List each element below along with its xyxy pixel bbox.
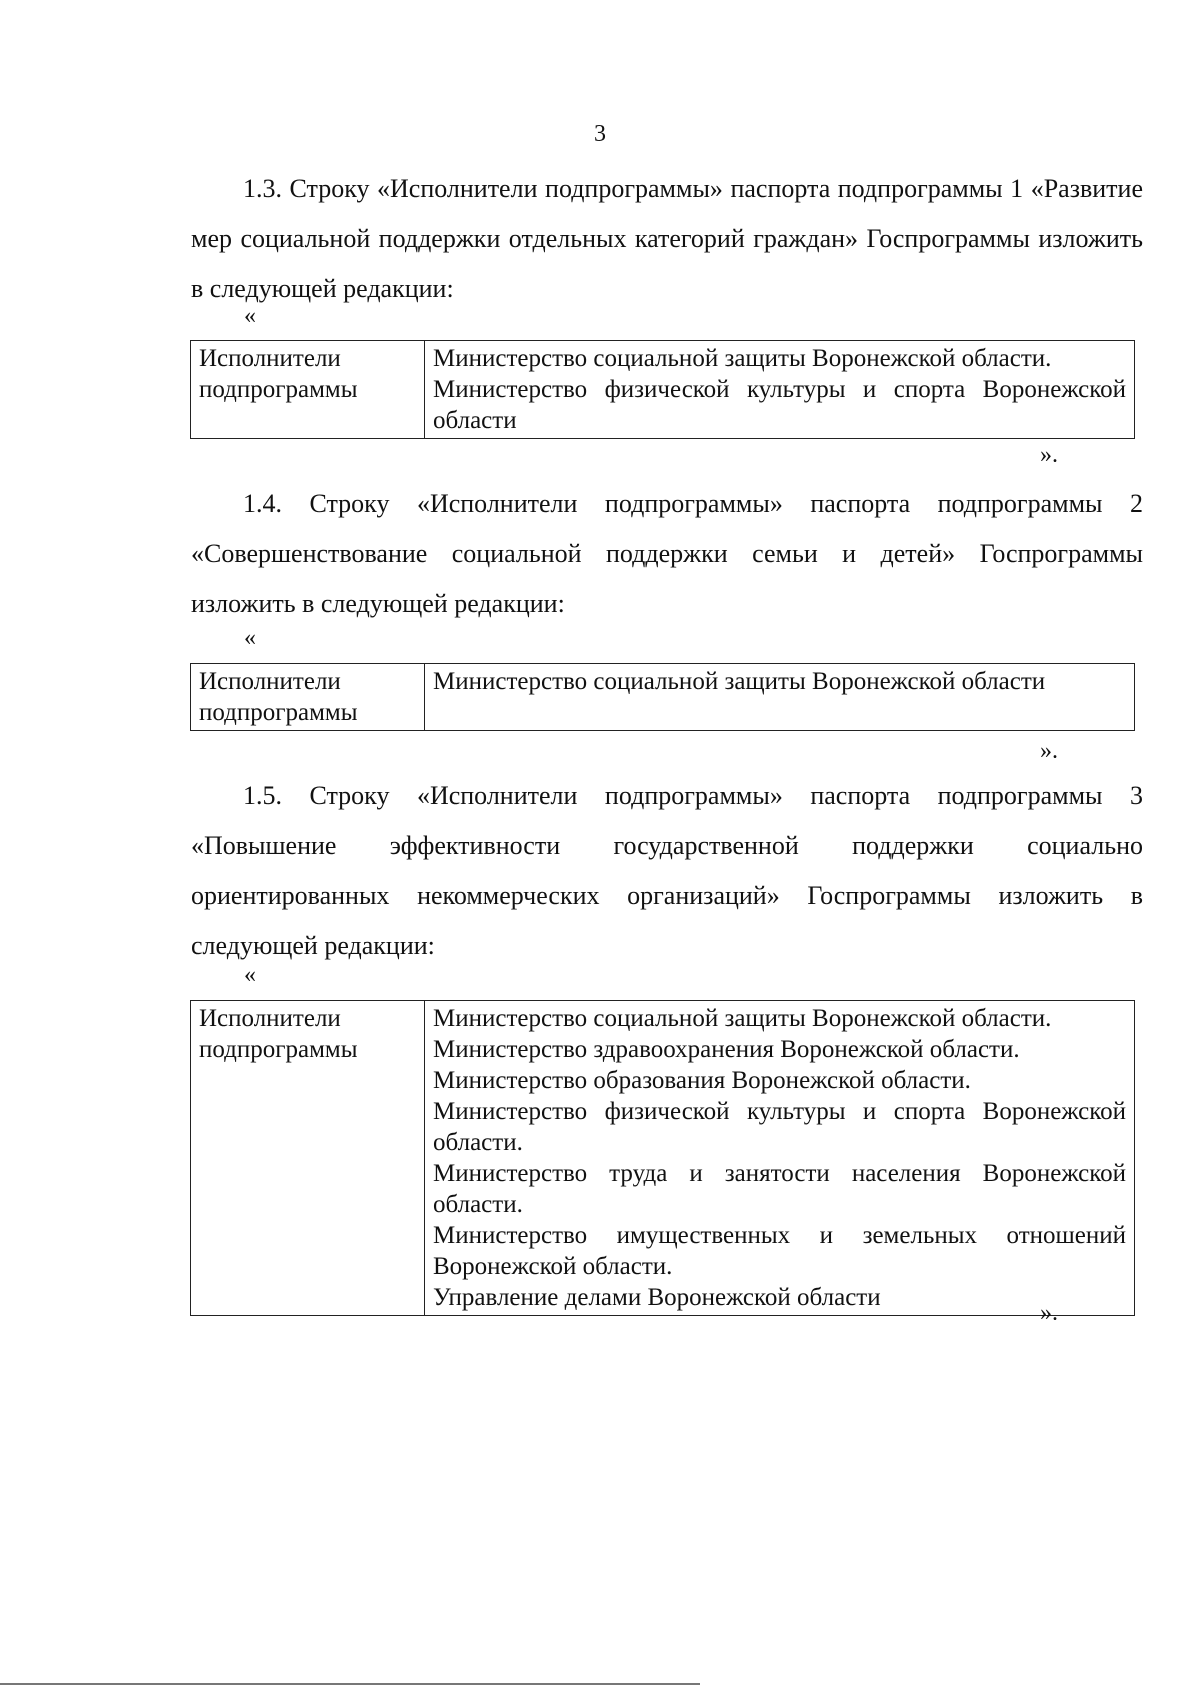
executor-item: Министерство образования Воронежской области. bbox=[433, 1067, 971, 1094]
close-quote: ». bbox=[1040, 1300, 1058, 1326]
executor-item: Управление делами Воронежской области bbox=[433, 1284, 881, 1311]
table-row bbox=[191, 664, 1135, 731]
paragraph-1-3: 1.3. Строку «Исполнители подпрограммы» паспорта подпрограммы 1 «Развитие мер социальной поддержки отдельных категорий граждан» Госпрограммы изложить в следующей редакции: bbox=[191, 174, 1143, 303]
open-quote: « bbox=[244, 962, 256, 988]
label-line: Исполнители bbox=[199, 668, 341, 695]
label-cell bbox=[191, 1001, 425, 1316]
label-line: подпрограммы bbox=[199, 699, 358, 726]
label-line: подпрограммы bbox=[199, 1036, 358, 1063]
paragraph-1-5: 1.5. Строку «Исполнители подпрограммы» паспорта подпрограммы 3 «Повышение эффективности государственной поддержки социально ориентированных некоммерческих организаций» Госпрограммы изложить в следующей редакции: bbox=[191, 781, 1143, 960]
label-line: Исполнители bbox=[199, 1005, 341, 1032]
executors-cell bbox=[425, 1001, 1135, 1316]
executor-item: Министерство физической культуры и спорта Воронежской области. bbox=[433, 1098, 1126, 1156]
executor-item: Министерство труда и занятости населения Воронежской области. bbox=[433, 1160, 1126, 1218]
close-quote: ». bbox=[1040, 738, 1058, 764]
close-quote: ». bbox=[1040, 442, 1058, 468]
bottom-scan-line bbox=[0, 1683, 700, 1685]
page-number: 3 bbox=[594, 121, 606, 147]
table-row bbox=[191, 1001, 1135, 1316]
label-cell bbox=[191, 341, 425, 439]
executors-table-1 bbox=[190, 340, 1135, 439]
open-quote: « bbox=[244, 303, 256, 329]
open-quote: « bbox=[244, 625, 256, 651]
executor-item: Министерство социальной защиты Воронежской области. bbox=[433, 1005, 1052, 1032]
executors-table-2 bbox=[190, 663, 1135, 731]
executors-table-3 bbox=[190, 1000, 1135, 1316]
table-row bbox=[191, 341, 1135, 439]
paragraph-1-4: 1.4. Строку «Исполнители подпрограммы» паспорта подпрограммы 2 «Совершенствование социальной поддержки семьи и детей» Госпрограммы изложить в следующей редакции: bbox=[191, 489, 1143, 618]
label-cell bbox=[191, 664, 425, 731]
label-line: Исполнители bbox=[199, 345, 341, 372]
executors-cell bbox=[425, 341, 1135, 439]
executor-item: Министерство социальной защиты Воронежской области. bbox=[433, 345, 1052, 372]
label-line: подпрограммы bbox=[199, 376, 358, 403]
executor-item: Министерство социальной защиты Воронежской области bbox=[433, 668, 1046, 695]
executors-cell bbox=[425, 664, 1135, 731]
executor-item: Министерство физической культуры и спорта Воронежской области bbox=[433, 376, 1126, 434]
executor-item: Министерство имущественных и земельных отношений Воронежской области. bbox=[433, 1222, 1126, 1280]
executor-item: Министерство здравоохранения Воронежской области. bbox=[433, 1036, 1020, 1063]
